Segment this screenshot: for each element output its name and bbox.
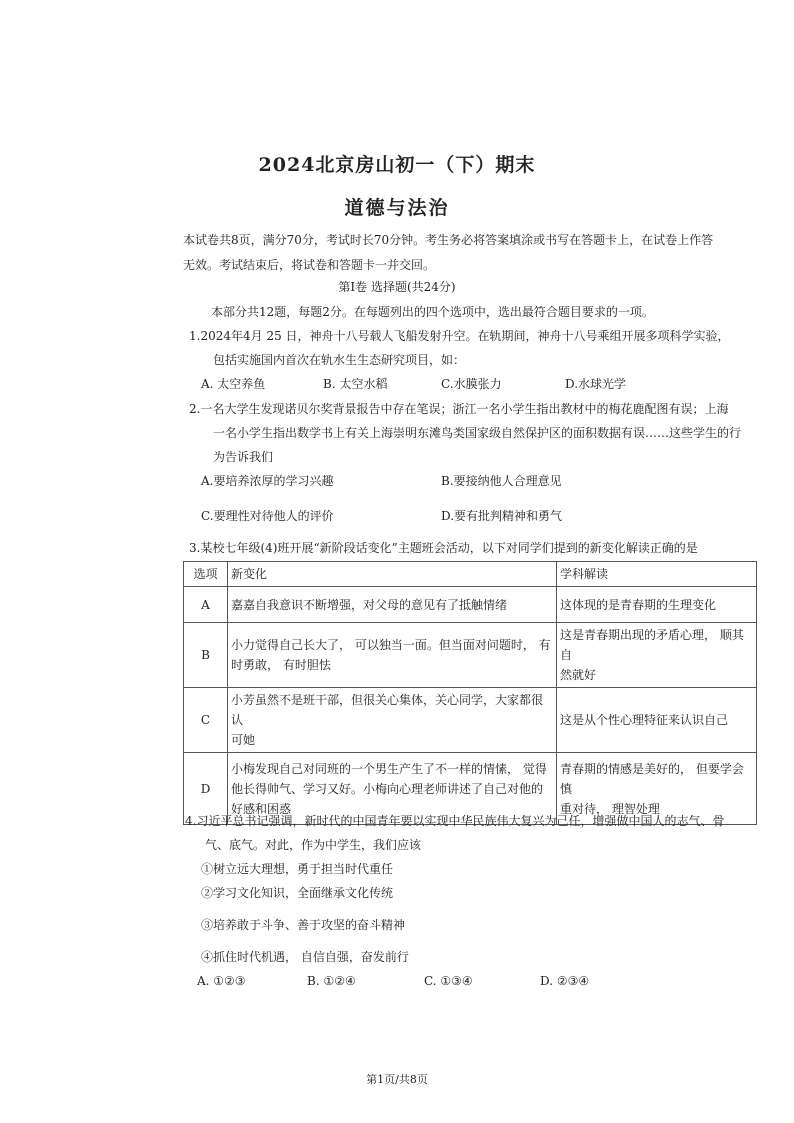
question-4-option-d: D. ②③④ [540,974,590,988]
row-option: C [184,688,228,753]
question-1-option-d: D.水球光学 [565,377,627,391]
question-2-option-c: C.要理性对待他人的评价 [201,509,334,523]
question-1-option-c: C.水膜张力 [441,377,502,391]
question-4-item-1: ①树立远大理想，勇于担当时代重任 [201,862,394,876]
change-text: 好感和困惑 [231,801,292,816]
change-text: 他长得帅气、学习又好。小梅向心理老师讲述了自己对他的 [231,781,544,796]
row-interpretation [557,688,757,753]
interp-text: 这体现的是青春期的生理变化 [560,597,717,612]
table-row [184,688,757,753]
change-text: 小力觉得自己长大了， 可以独当一面。但当面对问题时， 有 [231,638,551,652]
change-text: 小梅发现自己对同班的一个男生产生了不一样的情愫， 觉得 [231,761,547,776]
subject-title: 道德与法治 [344,197,450,219]
question-4-line-2: 气、底气。对此，作为中学生，我们应该 [205,838,422,852]
header-change: 新变化 [228,562,557,587]
table-row [184,623,757,688]
question-1-option-b: B. 太空水稻 [323,377,388,391]
question-2-option-b: B.要接纳他人合理意见 [441,474,562,488]
question-2-line-3: 为告诉我们 [213,450,274,464]
section-title: 第Ⅰ卷 选择题(共24分) [338,280,456,294]
header-option: 选项 [184,562,228,587]
row-change [228,688,557,753]
interp-text: 这是青春期出现的矛盾心理， 顺其自 [560,628,744,662]
question-4-line-1: 4.习近平总书记强调，新时代的中国青年要以实现中华民族伟大复兴为己任，增强做中国人的志气、骨 [185,814,725,828]
row-option: D [184,753,228,825]
interp-text: 然就好 [560,668,597,682]
question-4-option-b: B. ①②④ [307,974,356,988]
question-3-stem: 3.某校七年级(4)班开展“新阶段话变化”主题班会活动，以下对同学们提到的新变化解读正确的是 [189,541,698,555]
change-text: 可她 [231,733,256,747]
row-change [228,623,557,688]
interp-text: 重对待， 理智处理 [560,801,660,816]
question-2-option-a: A.要培养浓厚的学习兴趣 [201,474,334,488]
row-interpretation [557,587,757,623]
question-4-item-4: ④抓住时代机遇， 自信自强，奋发前行 [201,950,409,964]
question-4-item-3: ③培养敢于斗争、善于攻坚的奋斗精神 [201,918,406,932]
exam-title: 2024北京房山初一（下）期末 [258,154,536,176]
question-2-line-1: 2.一名大学生发现诺贝尔奖背景报告中存在笔误；浙江一名小学生指出教材中的梅花鹿配图有误；上海 [189,402,729,416]
section-intro: 本部分共12题，每题2分。在每题列出的四个选项中，选出最符合题目要求的一项。 [211,305,654,319]
header-interpretation: 学科解读 [557,562,757,587]
question-2-option-d: D.要有批判精神和勇气 [441,509,563,523]
change-text: 时勇敢， 有时胆怯 [231,658,331,672]
interp-text: 这是从个性心理特征来认识自己 [560,713,729,727]
page-number: 第1页/共8页 [366,1073,428,1086]
question-1-line-1: 1.2024年4月 25 日，神舟十八号载人飞船发射升空。在轨期间，神舟十八号乘组开展多项科学实验， [189,329,730,343]
change-text: 嘉嘉自我意识不断增强，对父母的意见有了抵触情绪 [231,597,508,612]
question-4-item-2: ②学习文化知识，全面继承文化传统 [201,886,394,900]
row-option: A [184,587,228,623]
row-interpretation [557,623,757,688]
table-header-row [184,562,757,587]
question-1-line-2: 包括实施国内首次在轨水生生态研究项目，如： [213,353,466,367]
question-2-line-2: 一名小学生指出数学书上有关上海崇明东滩鸟类国家级自然保护区的面积数据有误……这些学生的行 [213,426,742,440]
change-text: 小芳虽然不是班干部，但很关心集体，关心同学，大家都很认 [231,693,544,727]
question-4-option-a: A. ①②③ [197,974,246,988]
question-4-option-c: C. ①③④ [424,974,473,988]
instructions-line-1: 本试卷共8页，满分70分，考试时长70分钟。考生务必将答案填涂或书写在答题卡上，在试卷上作答 [183,233,714,247]
row-option: B [184,623,228,688]
interp-text: 青春期的情感是美好的， 但要学会慎 [560,761,744,796]
question-3-table [183,561,757,825]
instructions-line-2: 无效。考试结束后，将试卷和答题卡一并交回。 [183,258,436,272]
row-change [228,587,557,623]
table-row [184,587,757,623]
question-1-option-a: A. 太空养鱼 [201,377,266,391]
